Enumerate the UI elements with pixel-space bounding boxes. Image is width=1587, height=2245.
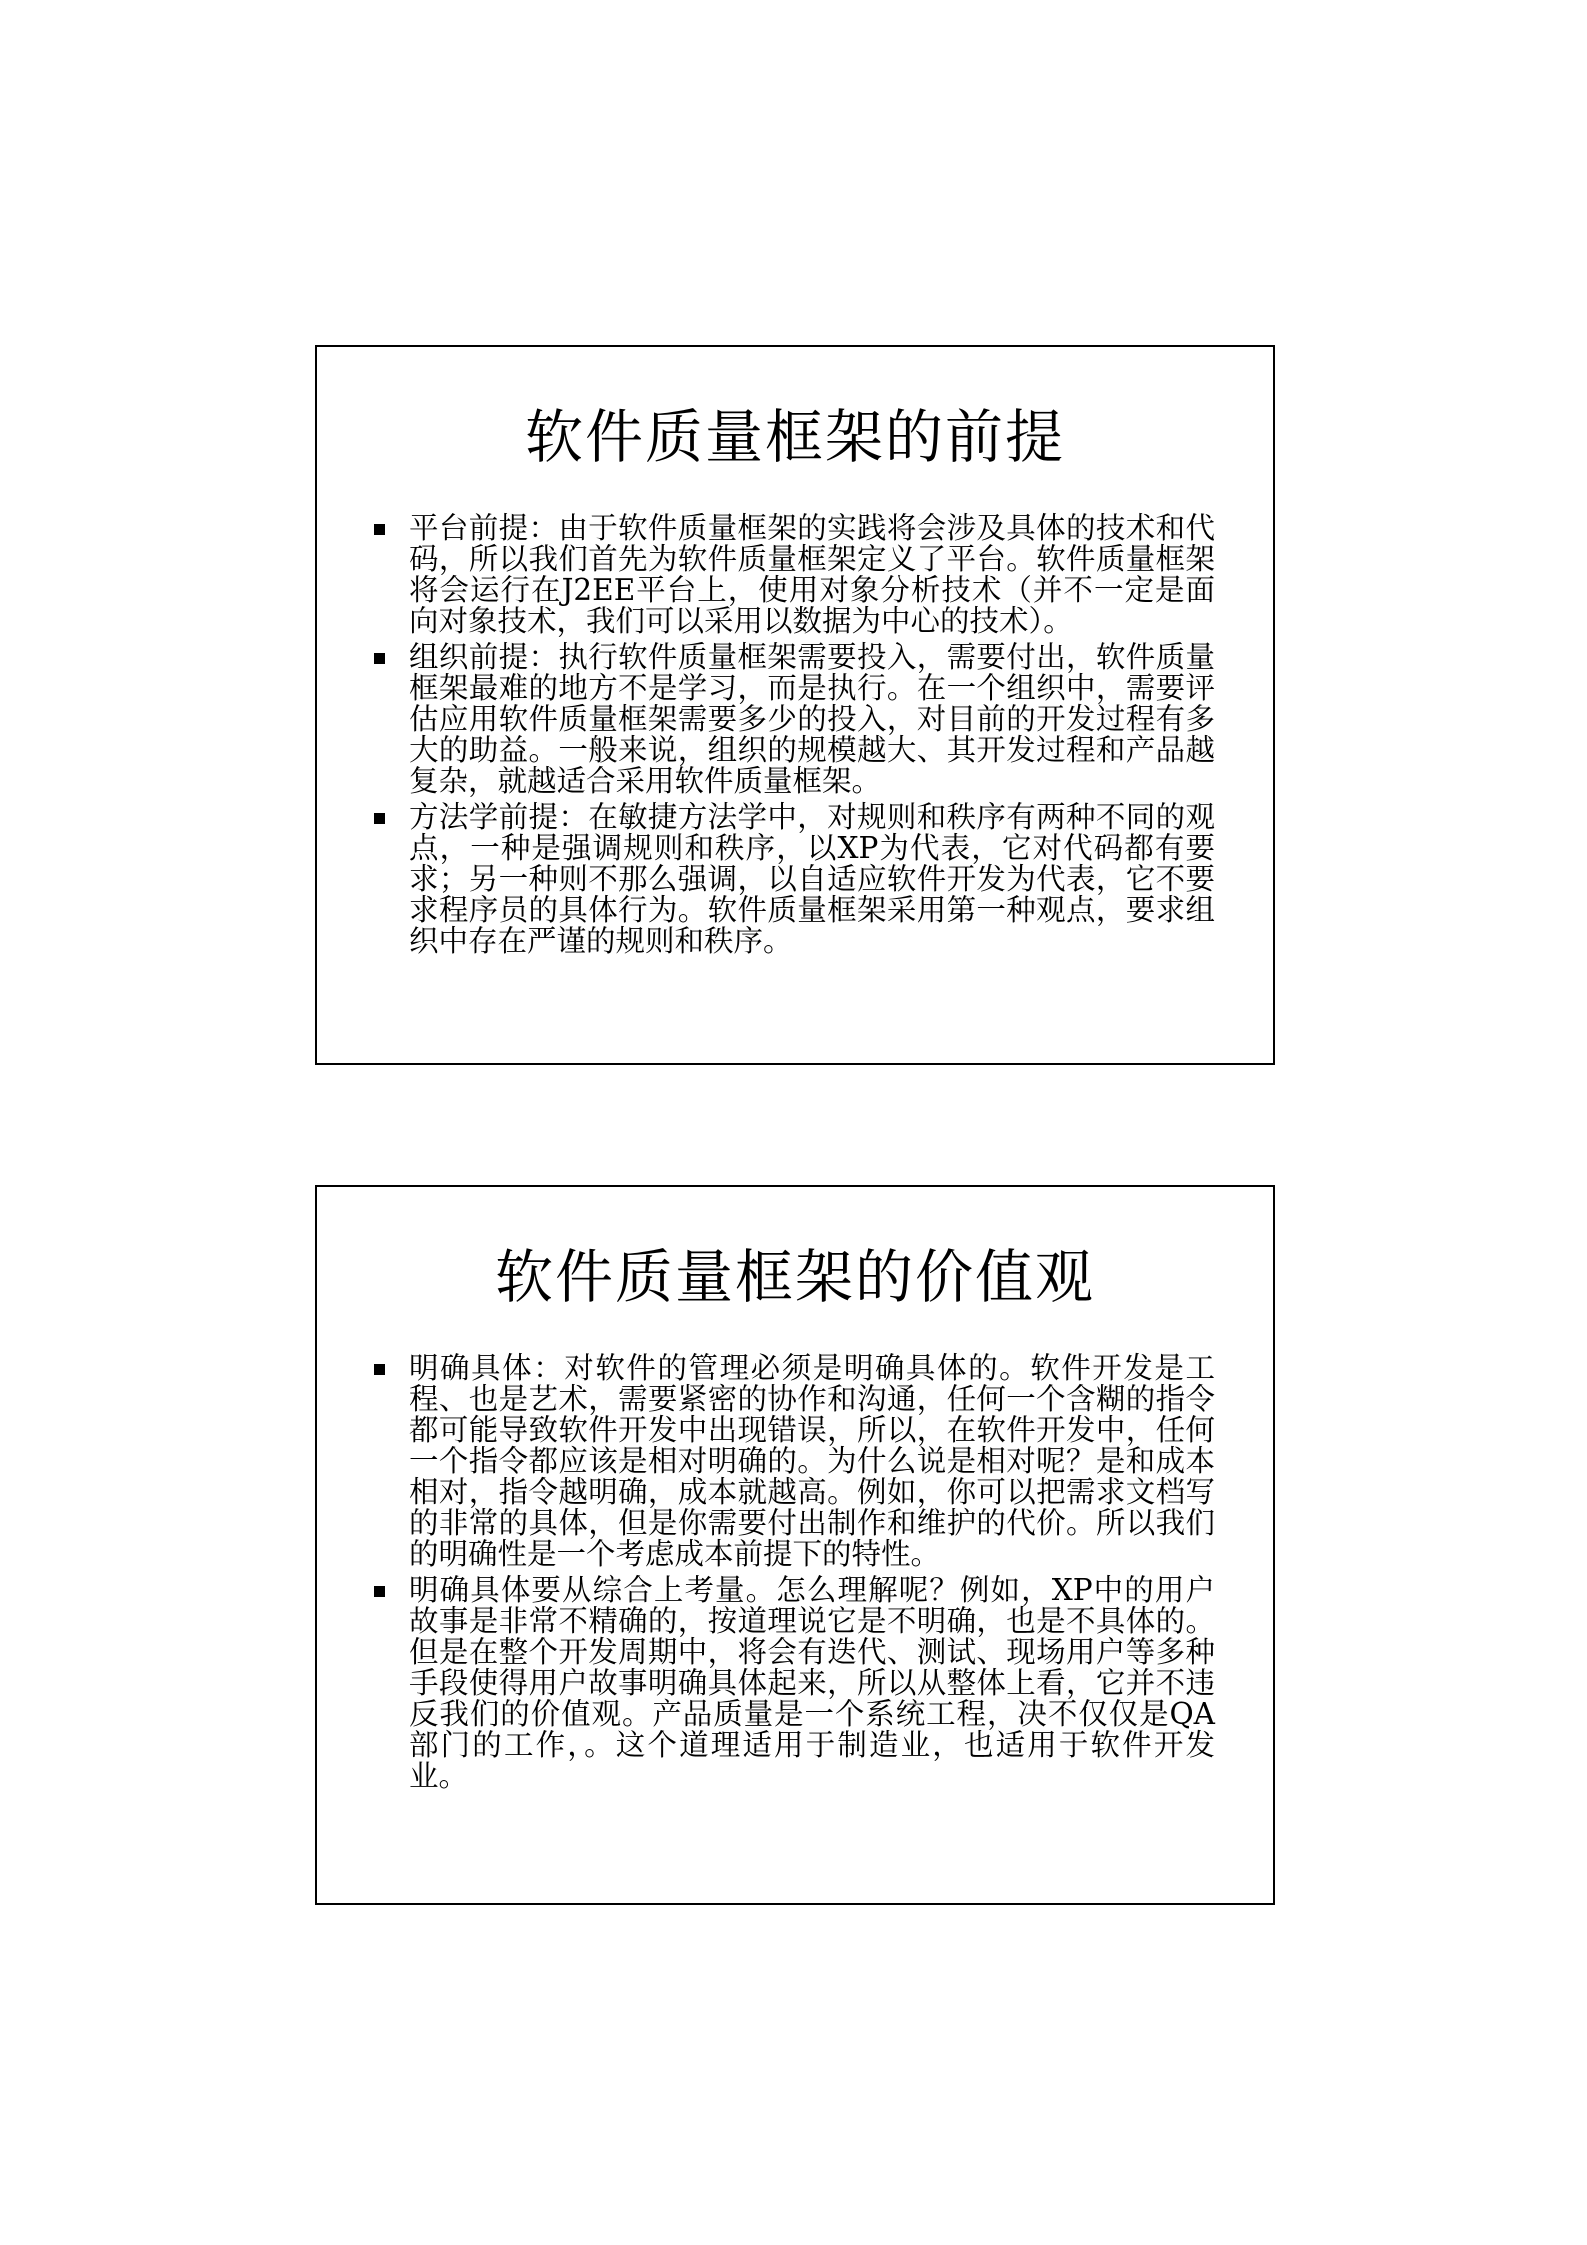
bullet-list bbox=[317, 513, 1273, 957]
bullet-item bbox=[409, 1575, 1215, 1792]
square-bullet-icon bbox=[374, 1364, 385, 1375]
bullet-list bbox=[317, 1353, 1273, 1792]
square-bullet-icon bbox=[374, 813, 385, 824]
slide-values bbox=[315, 1185, 1275, 1905]
bullet-item bbox=[409, 1353, 1215, 1570]
square-bullet-icon bbox=[374, 1586, 385, 1597]
slide-title: 软件质量框架的前提 bbox=[524, 403, 1065, 471]
bullet-text: 明确具体：对软件的管理必须是明确具体的。软件开发是工程、也是艺术，需要紧密的协作和沟通，任何一个含糊的指令都可能导致软件开发中出现错误，所以，在软件开发中，任何一个指令都应该是相对明确的。为什么说是相对呢？是和成本相对，指令越明确，成本就越高。例如，你可以把需求文档写的非常的具体，但是你需要付出制作和维护的代价。所以我们的明确性是一个考虑成本前提下的特性。 bbox=[409, 1351, 1215, 1571]
square-bullet-icon bbox=[374, 653, 385, 664]
bullet-item bbox=[409, 802, 1215, 957]
square-bullet-icon bbox=[374, 524, 385, 535]
bullet-text: 平台前提：由于软件质量框架的实践将会涉及具体的技术和代码，所以我们首先为软件质量框架定义了平台。软件质量框架将会运行在J2EE平台上，使用对象分析技术（并不一定是面向对象技术，我们可以采用以数据为中心的技术）。 bbox=[409, 511, 1215, 638]
bullet-text: 方法学前提：在敏捷方法学中，对规则和秩序有两种不同的观点，一种是强调规则和秩序，以XP为代表，它对代码都有要求；另一种则不那么强调，以自适应软件开发为代表，它不要求程序员的具体行为。软件质量框架采用第一种观点，要求组织中存在严谨的规则和秩序。 bbox=[409, 800, 1215, 958]
bullet-item bbox=[409, 513, 1215, 637]
slide-premises bbox=[315, 345, 1275, 1065]
bullet-item bbox=[409, 642, 1215, 797]
bullet-text: 组织前提：执行软件质量框架需要投入，需要付出，软件质量框架最难的地方不是学习，而是执行。在一个组织中，需要评估应用软件质量框架需要多少的投入，对目前的开发过程有多大的助益。一般来说，组织的规模越大、其开发过程和产品越复杂，就越适合采用软件质量框架。 bbox=[409, 640, 1215, 798]
slide-title: 软件质量框架的价值观 bbox=[494, 1243, 1095, 1311]
bullet-text: 明确具体要从综合上考量。怎么理解呢？例如，XP中的用户故事是非常不精确的，按道理说它是不明确，也是不具体的。但是在整个开发周期中，将会有迭代、测试、现场用户等多种手段使得用户故事明确具体起来，所以从整体上看，它并不违反我们的价值观。产品质量是一个系统工程，决不仅仅是QA部门的工作，。这个道理适用于制造业，也适用于软件开发业。 bbox=[409, 1573, 1215, 1793]
